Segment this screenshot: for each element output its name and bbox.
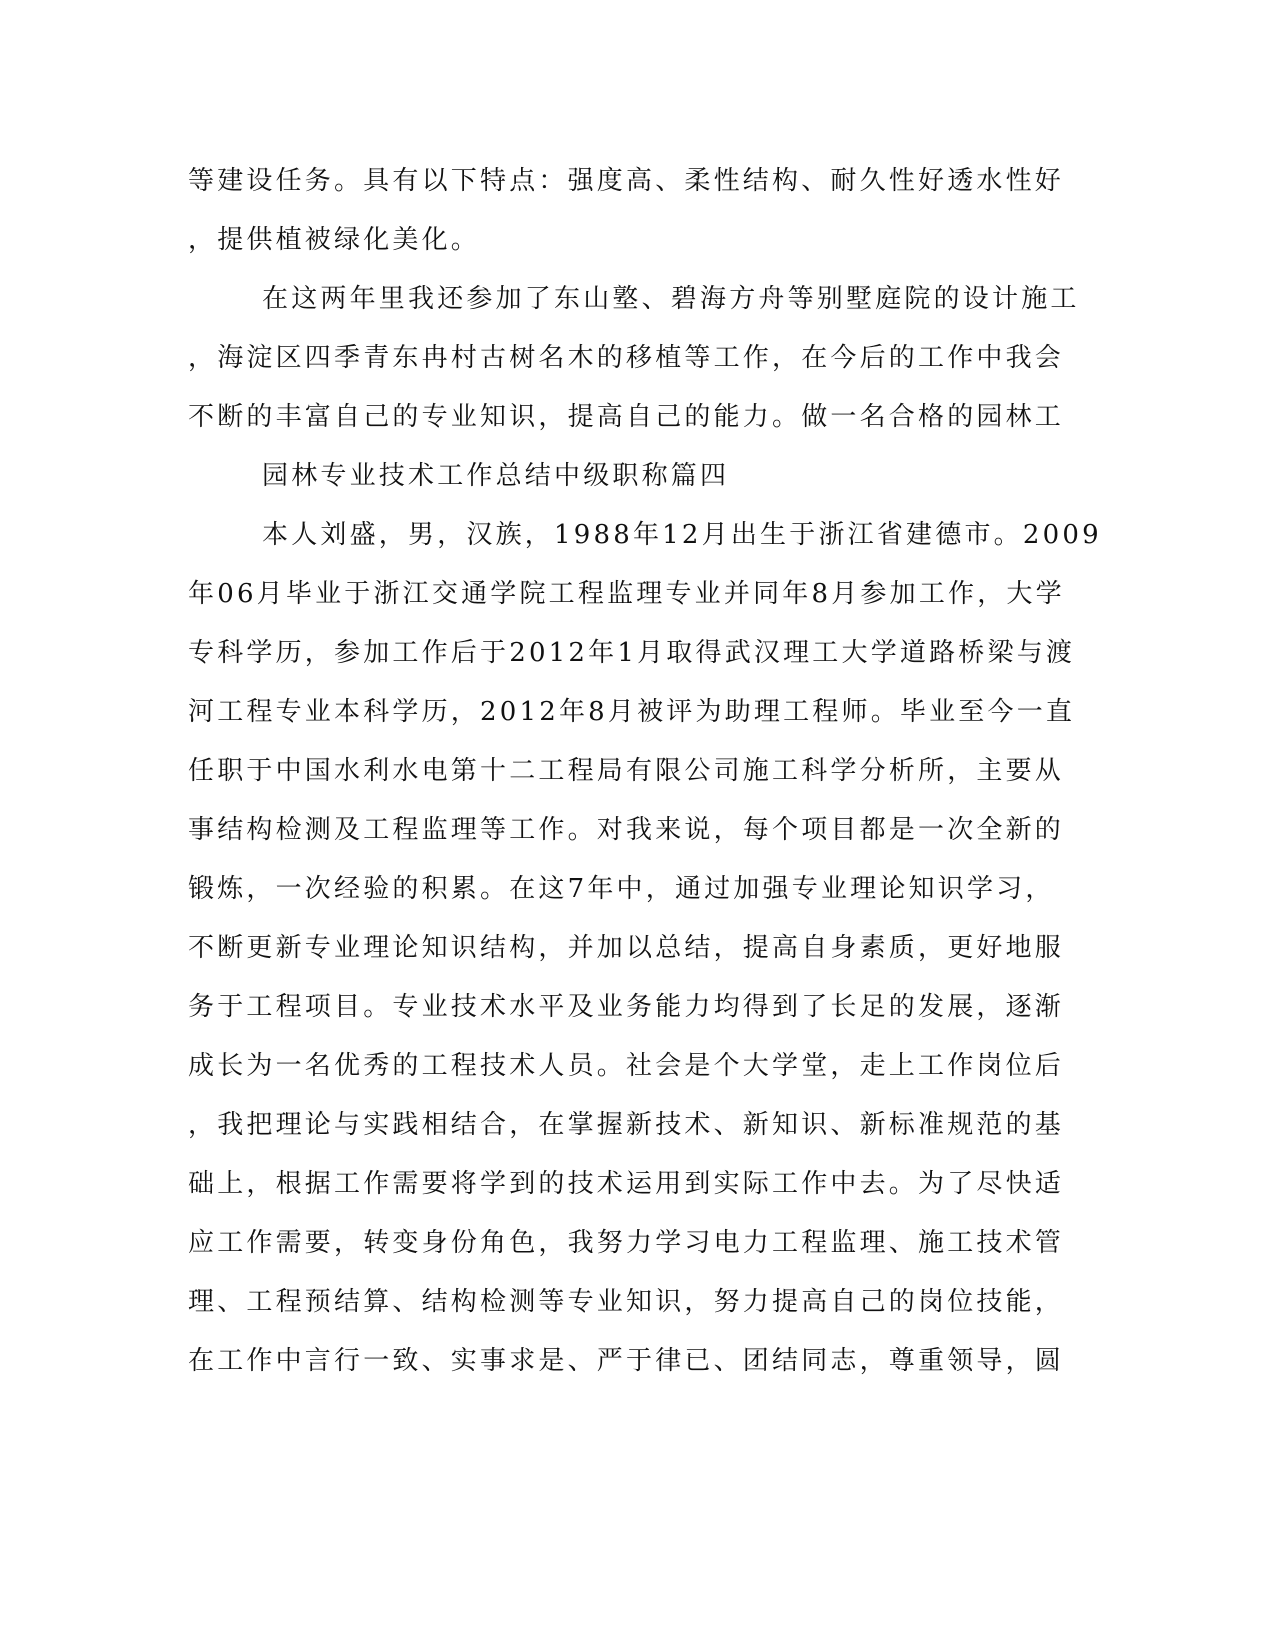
text-line: 应工作需要，转变身份角色，我努力学习电力工程监理、施工技术管 xyxy=(188,1228,1065,1258)
text-line: 不断的丰富自己的专业知识，提高自己的能力。做一名合格的园林工 xyxy=(188,402,1065,432)
text-line: 础上，根据工作需要将学到的技术运用到实际工作中去。为了尽快适 xyxy=(188,1169,1065,1199)
text-line: 不断更新专业理论知识结构，并加以总结，提高自身素质，更好地服 xyxy=(188,933,1065,963)
text-line: 等建设任务。具有以下特点：强度高、柔性结构、耐久性好透水性好 xyxy=(188,166,1065,196)
text-line: 任职于中国水利水电第十二工程局有限公司施工科学分析所，主要从 xyxy=(188,756,1065,786)
text-line: 理、工程预结算、结构检测等专业知识，努力提高自己的岗位技能， xyxy=(188,1287,1065,1317)
text-line: ，海淀区四季青东冉村古树名木的移植等工作，在今后的工作中我会 xyxy=(188,343,1065,373)
text-line: 锻炼，一次经验的积累。在这7年中，通过加强专业理论知识学习， xyxy=(188,874,1055,904)
text-line: 在工作中言行一致、实事求是、严于律已、团结同志，尊重领导，圆 xyxy=(188,1346,1065,1376)
text-line: 年06月毕业于浙江交通学院工程监理专业并同年8月参加工作，大学 xyxy=(188,579,1065,609)
section-heading: 园林专业技术工作总结中级职称篇四 xyxy=(262,461,730,491)
text-line: ，我把理论与实践相结合，在掌握新技术、新知识、新标准规范的基 xyxy=(188,1110,1065,1140)
text-line: ，提供植被绿化美化。 xyxy=(188,225,481,255)
text-line: 河工程专业本科学历，2012年8月被评为助理工程师。毕业至今一直 xyxy=(188,697,1076,727)
text-line: 专科学历，参加工作后于2012年1月取得武汉理工大学道路桥梁与渡 xyxy=(188,638,1076,668)
paragraph-start-line: 在这两年里我还参加了东山墪、碧海方舟等别墅庭院的设计施工 xyxy=(262,284,1080,314)
text-line: 务于工程项目。专业技术水平及业务能力均得到了长足的发展，逐渐 xyxy=(188,992,1065,1022)
paragraph-start-line: 本人刘盛，男，汉族，1988年12月出生于浙江省建德市。2009 xyxy=(262,520,1102,550)
text-line: 事结构检测及工程监理等工作。对我来说，每个项目都是一次全新的 xyxy=(188,815,1065,845)
text-line: 成长为一名优秀的工程技术人员。社会是个大学堂，走上工作岗位后 xyxy=(188,1051,1065,1081)
